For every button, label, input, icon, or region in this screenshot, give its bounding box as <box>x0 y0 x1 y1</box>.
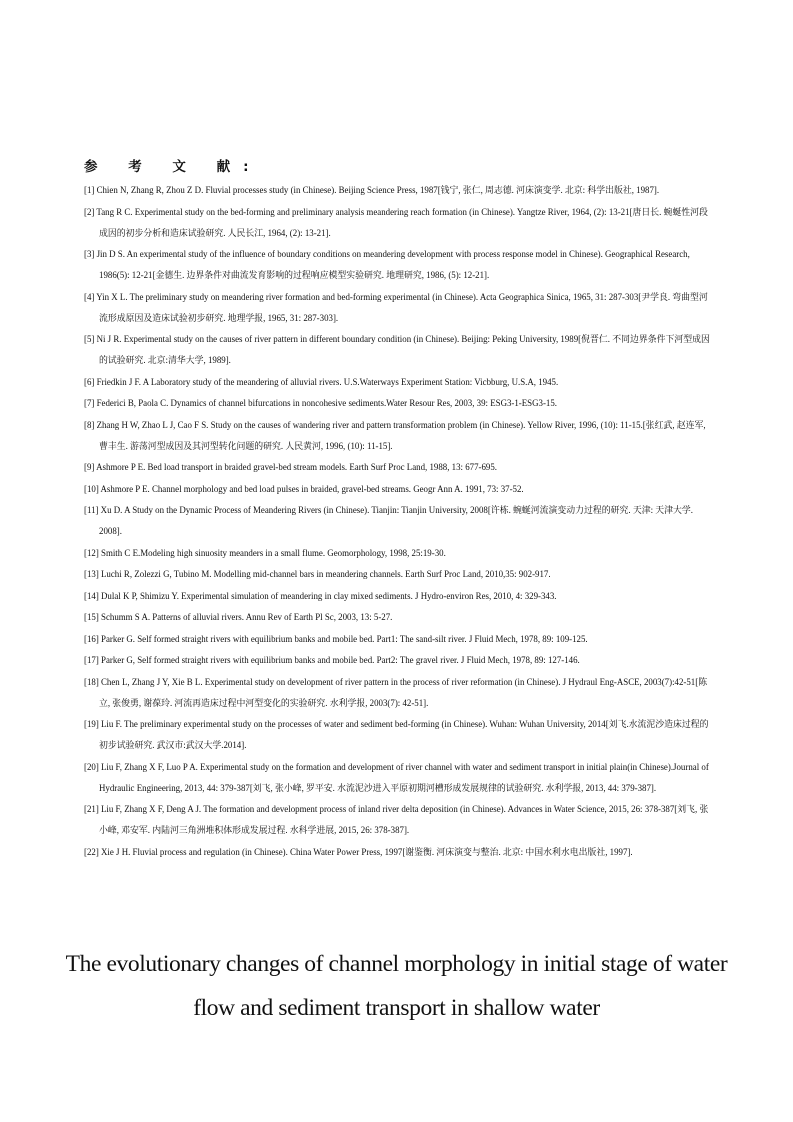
reference-item: [13] Luchi R, Zolezzi G, Tubino M. Modelling mid-channel bars in meandering channels. Earth Surf Proc Land, 2010,35: 902-917. <box>84 569 551 579</box>
references-heading: 参 考 文 献: <box>84 159 262 175</box>
reference-item: [17] Parker G, Self formed straight rivers with equilibrium banks and mobile bed. Part2: The gravel river. J Fluid Mech, 1978, 89: 127-146. <box>84 655 580 665</box>
reference-item: [19] Liu F. The preliminary experimental study on the processes of water and sediment bed-forming (in Chinese). Wuhan: Wuhan University, 2014[刘飞.水流泥沙造床过程的初步试验研究. 武汉市:武汉大学.2014]. <box>84 719 709 750</box>
reference-item: [5] Ni J R. Experimental study on the causes of river pattern in different boundary condition (in Chinese). Beijing: Peking University, 1989[倪晋仁. 不同边界条件下河型成因的试验研究. 北京:清华大学, 1989]. <box>84 334 710 365</box>
english-title <box>0 942 793 1030</box>
reference-item: [11] Xu D. A Study on the Dynamic Process of Meandering Rivers (in Chinese). Tianjin: Tianjin University, 2008[许栋. 蜿蜒河流演变动力过程的研究. 天津: 天津大学. 2008]. <box>84 505 693 536</box>
reference-item: [18] Chen L, Zhang J Y, Xie B L. Experimental study on development of river pattern in the process of river reformation (in Chinese). J Hydraul Eng-ASCE, 2003(7):42-51[陈立, 张俊勇, 谢葆玲. 河流再造床过程中河型变化的实验研究. 水利学报, 2003(7): 42-51]. <box>84 676 708 708</box>
reference-item: [22] Xie J H. Fluvial process and regulation (in Chinese). China Water Power Press, 1997[谢鉴衡. 河床演变与整治. 北京: 中国水利水电出版社, 1997]. <box>84 846 633 857</box>
reference-item: [20] Liu F, Zhang X F, Luo P A. Experimental study on the formation and development of river channel with water and sediment transport in initial plain(in Chinese).Journal of Hydraulic Engineering, 2013, 44: 379-387[刘飞, 张小峰, 罗平安. 水流泥沙进入平原初期河槽形成发展规律的试验研究. 水利学报, 2013, 44: 379-387]. <box>84 761 709 793</box>
english-title-line-2: flow and sediment transport in shallow water <box>193 995 600 1021</box>
reference-item: [14] Dulal K P, Shimizu Y. Experimental simulation of meandering in clay mixed sediments. J Hydro-environ Res, 2010, 4: 329-343. <box>84 590 557 601</box>
reference-item: [3] Jin D S. An experimental study of the influence of boundary conditions on meandering development with process response model in Chinese). Geographical Research, 1986(5): 12-21[金德生. 边界条件对曲流发育影响的过程响应模型实验研究. 地理研究, 1986, (5): 12-21]. <box>84 249 690 280</box>
reference-item: [6] Friedkin J F. A Laboratory study of the meandering of alluvial rivers. U.S.Waterways Experiment Station: Vicbburg, U.S.A, 1945. <box>84 376 559 387</box>
reference-item: [9] Ashmore P E. Bed load transport in braided gravel-bed stream models. Earth Surf Proc Land, 1988, 13: 677-695. <box>84 462 498 472</box>
reference-item: [10] Ashmore P E. Channel morphology and bed load pulses in braided, gravel-bed streams. Geogr Ann A. 1991, 73: 37-52. <box>84 483 524 494</box>
reference-item: [2] Tang R C. Experimental study on the bed-forming and preliminary analysis meandering reach formation (in Chinese). Yangtze River, 1964, (2): 13-21[唐日长. 蜿蜒性河段成因的初步分析和造床试验研究. 人民长江, 1964, (2): 13-21]. <box>84 206 708 238</box>
reference-item: [12] Smith C E.Modeling high sinuosity meanders in a small flume. Geomorphology, 1998, 25:19-30. <box>84 547 446 558</box>
reference-item: [4] Yin X L. The preliminary study on meandering river formation and bed-forming experimental (in Chinese). Acta Geographica Sinica, 1965, 31: 287-303[尹学良. 弯曲型河流形成原因及造床试验初步研究. 地理学报, 1965, 31: 287-303]. <box>84 291 708 323</box>
reference-item: [15] Schumm S A. Patterns of alluvial rivers. Annu Rev of Earth Pl Sc, 2003, 13: 5-27. <box>84 612 393 622</box>
english-title-line-1: The evolutionary changes of channel morphology in initial stage of water <box>65 951 728 977</box>
reference-item: [1] Chien N, Zhang R, Zhou Z D. Fluvial processes study (in Chinese). Beijing Science Press, 1987[钱宁, 张仁, 周志德. 河床演变学. 北京: 科学出版社, 1987]. <box>84 185 660 195</box>
reference-item: [7] Federici B, Paola C. Dynamics of channel bifurcations in noncohesive sediments.Water Resour Res, 2003, 39: ESG3-1-ESG3-15. <box>84 398 558 408</box>
reference-item: [8] Zhang H W, Zhao L J, Cao F S. Study on the causes of wandering river and pattern transformation problem (in Chinese). Yellow River, 1996, (10): 11-15.[张红武, 赵连军, 曹丰生. 游荡河型成因及其河型转化问题的研究. 人民黄河, 1996, (10): 11-15]. <box>84 419 706 451</box>
references-list <box>84 180 716 863</box>
reference-item: [16] Parker G. Self formed straight rivers with equilibrium banks and mobile bed. Part1: The sand-silt river. J Fluid Mech, 1978, 89: 109-125. <box>84 633 588 644</box>
reference-item: [21] Liu F, Zhang X F, Deng A J. The formation and development process of inland river delta deposition (in Chinese). Advances in Water Science, 2015, 26: 378-387[刘飞, 张小峰, 邓安军. 内陆河三角洲堆积体形成发展过程. 水科学进展, 2015, 26: 378-387]. <box>84 804 709 835</box>
